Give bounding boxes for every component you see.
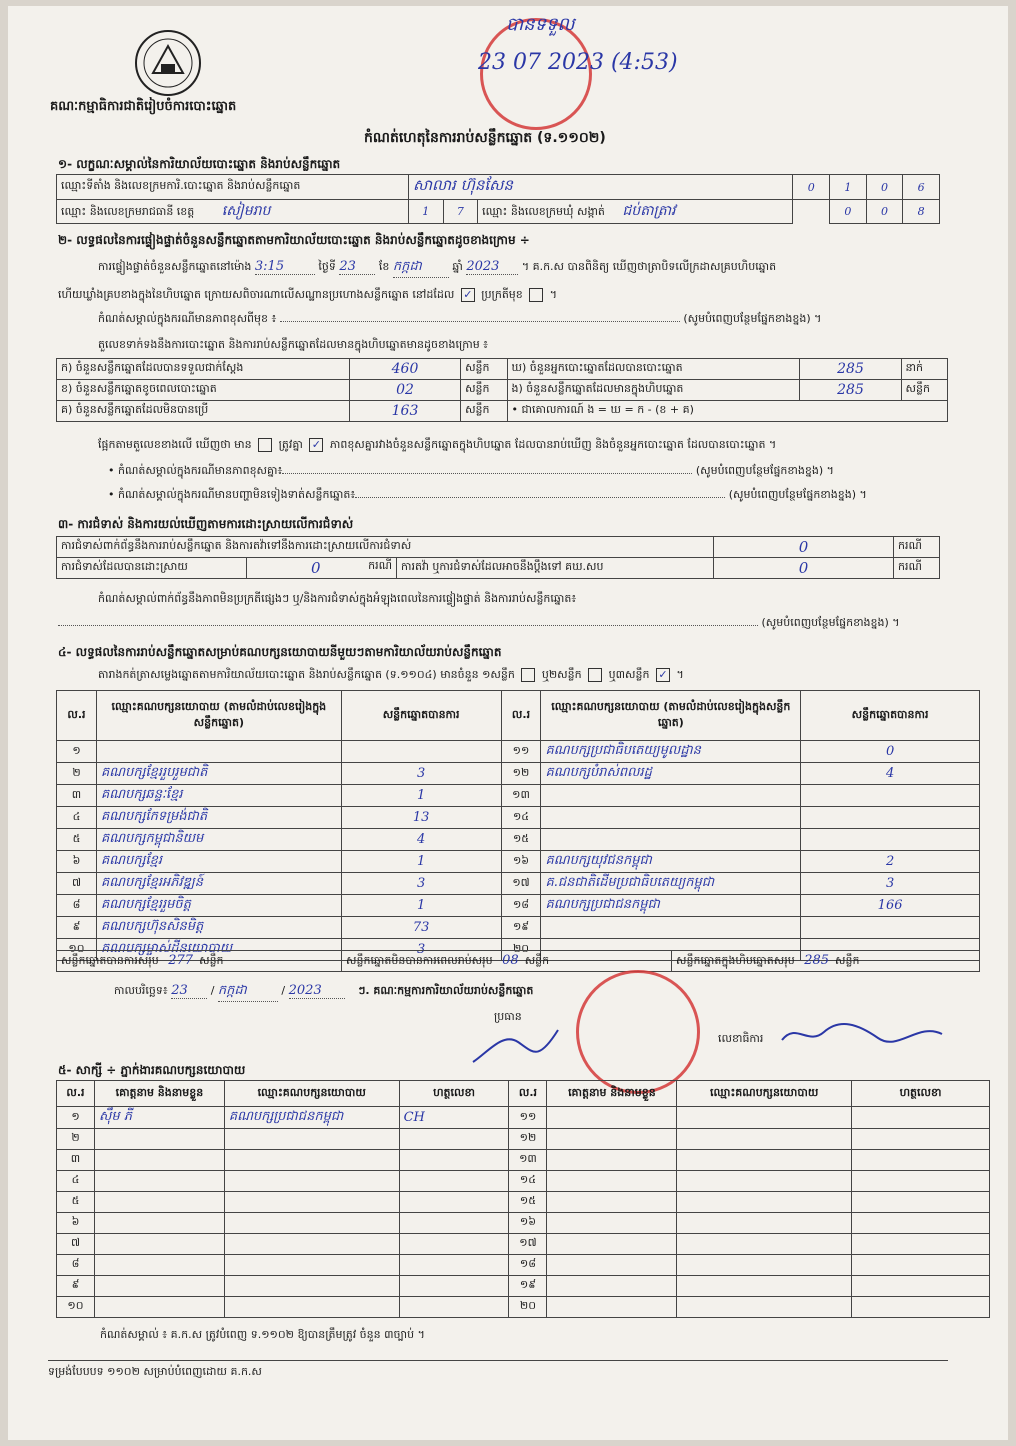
location-code-digit: 1 bbox=[830, 175, 867, 200]
resolved-count: 0 bbox=[311, 559, 321, 577]
witness-party bbox=[677, 1171, 852, 1192]
total-invalid: 08 bbox=[502, 952, 519, 968]
verify-year: 2023 bbox=[466, 259, 518, 275]
witness-name bbox=[94, 1297, 224, 1318]
witness-party: គណបក្សប្រជាជនកម្ពុជា bbox=[224, 1107, 399, 1129]
row-number: ៧ bbox=[57, 1234, 95, 1255]
witness-signature bbox=[852, 1129, 990, 1150]
witness-signature bbox=[852, 1255, 990, 1276]
witness-row bbox=[57, 1107, 990, 1129]
witness-name bbox=[94, 1150, 224, 1171]
party-votes: 1 bbox=[341, 895, 501, 917]
witness-party bbox=[677, 1234, 852, 1255]
one-sheet-checkbox[interactable] bbox=[521, 668, 535, 682]
secretary-label: លេខាធិការ bbox=[718, 1032, 764, 1045]
received-note: បានទទួល bbox=[506, 14, 575, 35]
verify-day: 23 bbox=[339, 259, 375, 275]
commune-label: ឈ្មោះ និងលេខក្រមឃុំ សង្កាត់ ជប់តាត្រាវ bbox=[478, 200, 793, 224]
province-code-digit: 1 bbox=[408, 200, 443, 224]
party-name bbox=[541, 917, 801, 939]
location-label: ឈ្មោះទីតាំង និងលេខក្រមការិ.បោះឆ្នោត និងរាប់សន្លឹកឆ្នោត bbox=[57, 175, 409, 200]
witness-row bbox=[57, 1276, 990, 1297]
row-number: ៨ bbox=[57, 895, 97, 917]
witness-name bbox=[94, 1192, 224, 1213]
chair-label: ប្រធាន bbox=[494, 1010, 522, 1023]
witness-name bbox=[547, 1255, 677, 1276]
location-code-digit: 0 bbox=[793, 175, 830, 200]
complaints-table bbox=[56, 536, 940, 579]
witness-name bbox=[547, 1234, 677, 1255]
verify-time: 3:15 bbox=[255, 259, 315, 275]
figure-value: 163 bbox=[349, 401, 460, 422]
witness-signature bbox=[852, 1192, 990, 1213]
province-label: ឈ្មោះ និងលេខក្រមរាជធានី ខេត្ត សៀមរាប bbox=[57, 200, 409, 224]
totals-table bbox=[56, 950, 980, 972]
party-votes bbox=[801, 917, 980, 939]
figure-label: ខ) ចំនួនសន្លឹកឆ្នោតខូចពេលបោះឆ្នោត bbox=[57, 380, 350, 401]
witness-row bbox=[57, 1255, 990, 1276]
party-name bbox=[541, 785, 801, 807]
section3-title: ៣- ការជំទាស់ និងការយល់ឃើញតាមការដោះស្រាយលើការជំទាស់ bbox=[58, 517, 354, 531]
row-number: ២ bbox=[57, 1129, 95, 1150]
witness-party bbox=[224, 1171, 399, 1192]
row-number: ៣ bbox=[57, 1150, 95, 1171]
party-name: គណបក្សខ្មែរ bbox=[96, 851, 341, 873]
committee-stamp bbox=[576, 970, 700, 1094]
result-row bbox=[57, 829, 980, 851]
party-name: គណបក្សហ៊ុនសិនមិត្ត bbox=[96, 917, 341, 939]
section2-title: ២- លទ្ធផលនៃការផ្ទៀងផ្ទាត់ចំនួនសន្លឹកឆ្នោតតាមការិយាល័យបោះឆ្នោត និងរាប់សន្លឹកឆ្នោតដូចខាងក្រោម ÷ bbox=[58, 233, 530, 247]
witness-name bbox=[94, 1213, 224, 1234]
complaint-unit: ករណី bbox=[894, 537, 940, 558]
row-number: ១៥ bbox=[509, 1192, 547, 1213]
witness-party bbox=[677, 1213, 852, 1234]
row-number: ៧ bbox=[57, 873, 97, 895]
witness-note: កំណត់សម្គាល់ ៖ គ.ក.ស ត្រូវបំពេញ ទ.១១០២ ឱ្យបានត្រឹមត្រូវ ចំនួន ៣ច្បាប់ ។ bbox=[100, 1328, 425, 1341]
total-box-cell: សន្លឹកឆ្នោតក្នុងហិបឆ្នោតសរុប 285 សន្លឹក bbox=[672, 951, 980, 972]
witness-party bbox=[224, 1234, 399, 1255]
party-name: គណបក្សខ្មែររួមចិត្ត bbox=[96, 895, 341, 917]
row-number: ៦ bbox=[57, 851, 97, 873]
row-number: ២ bbox=[57, 763, 97, 785]
row-number: ៥ bbox=[57, 1192, 95, 1213]
three-sheet-checkbox[interactable]: ✓ bbox=[656, 668, 670, 682]
mismatch-checkbox[interactable]: ✓ bbox=[309, 438, 323, 452]
result-row bbox=[57, 917, 980, 939]
witness-party bbox=[677, 1297, 852, 1318]
location-code-digit: 0 bbox=[866, 175, 903, 200]
row-number: ១ bbox=[57, 741, 97, 763]
witness-signature bbox=[399, 1129, 509, 1150]
two-sheet-checkbox[interactable] bbox=[588, 668, 602, 682]
figure-unit: សន្លឹក bbox=[461, 380, 507, 401]
date-month: កក្កដា bbox=[218, 982, 278, 1002]
party-name bbox=[541, 829, 801, 851]
complaint-count: 0 bbox=[714, 537, 894, 558]
party-votes: 3 bbox=[341, 939, 501, 961]
row-number: ៨ bbox=[57, 1255, 95, 1276]
row-number: ១១ bbox=[501, 741, 541, 763]
witness-signature bbox=[399, 1213, 509, 1234]
total-invalid-cell: សន្លឹកឆ្នោតមិនបានការពេលរាប់សរុប 08 សន្លឹក bbox=[342, 951, 672, 972]
party-votes bbox=[341, 741, 501, 763]
party-name: គណបក្សកែទម្រង់ជាតិ bbox=[96, 807, 341, 829]
row-number: ១៧ bbox=[509, 1234, 547, 1255]
row-number: ៦ bbox=[57, 1213, 95, 1234]
resolved-label: ការជំទាស់ដែលបានដោះស្រាយ bbox=[57, 558, 247, 579]
party-name bbox=[96, 741, 341, 763]
witness-row bbox=[57, 1234, 990, 1255]
witness-signature bbox=[852, 1213, 990, 1234]
witness-row bbox=[57, 1192, 990, 1213]
complaint-note: កំណត់សម្គាល់ពាក់ព័ន្ធនឹងភាពមិនប្រក្រតីផ្សេងៗ ឬ/និងការជំទាស់ក្នុងអំឡុងពេលនៃការផ្ទៀងផ្ទាត់ និងការរាប់សន្លឹកឆ្នោត៖ bbox=[98, 592, 577, 605]
witness-name bbox=[547, 1297, 677, 1318]
party-votes: 73 bbox=[341, 917, 501, 939]
result-row bbox=[57, 851, 980, 873]
figure-label: ង) ចំនួនសន្លឹកឆ្នោតដែលមានក្នុងហិបឆ្នោត bbox=[507, 380, 800, 401]
row-number: ១៦ bbox=[509, 1213, 547, 1234]
party-name: គណបក្សប្រជាធិបតេយ្យមូលដ្ឋាន bbox=[541, 741, 801, 763]
witness-name bbox=[94, 1129, 224, 1150]
seal-note: កំណត់សម្គាល់ក្នុងករណីមានភាពខុសពីមុខ ៖ (សូមបំពេញបន្ថែមផ្នែកខាងខ្នង) ។ bbox=[98, 312, 822, 325]
figure-unit: សន្លឹក bbox=[461, 359, 507, 380]
row-number: ១៣ bbox=[509, 1150, 547, 1171]
different-checkbox[interactable] bbox=[529, 288, 543, 302]
party-votes: 4 bbox=[341, 829, 501, 851]
row-number: ១០ bbox=[57, 1297, 95, 1318]
witness-name bbox=[547, 1107, 677, 1129]
party-name: គណបក្សបំរាស់ពលរដ្ឋ bbox=[541, 763, 801, 785]
witness-name bbox=[94, 1255, 224, 1276]
col-party: ឈ្មោះគណបក្សនយោបាយ (តាមលំដាប់លេខរៀងក្នុងសន្លឹកឆ្នោត) bbox=[541, 691, 801, 741]
complaint-label: ការជំទាស់ពាក់ព័ន្ធនឹងការរាប់សន្លឹកឆ្នោត និងការតវ៉ាទៅនឹងការដោះស្រាយលើការជំទាស់ bbox=[57, 537, 714, 558]
date-line: កាលបរិច្ឆេទ៖ 23 / កក្កដា / 2023 ៗ. គណៈកម្មការការិយាល័យរាប់សន្លឹកឆ្នោត bbox=[114, 982, 533, 1002]
row-number: ១៩ bbox=[501, 917, 541, 939]
complaint-note-line: (សូមបំពេញបន្ថែមផ្នែកខាងខ្នង) ។ bbox=[58, 616, 900, 632]
figure-value: 02 bbox=[349, 380, 460, 401]
row-number: ១៦ bbox=[501, 851, 541, 873]
figure-value: 285 bbox=[800, 380, 901, 401]
witness-party bbox=[224, 1150, 399, 1171]
section1-title: ១- លក្ខណៈសម្គាល់នៃការិយាល័យបោះឆ្នោត និងរាប់សន្លឹកឆ្នោត bbox=[58, 157, 341, 171]
same-checkbox[interactable]: ✓ bbox=[461, 288, 475, 302]
form-footer: ទម្រង់បែបបទ ១១០២ សម្រាប់បំពេញដោយ គ.ក.ស bbox=[48, 1360, 948, 1381]
party-votes: 166 bbox=[801, 895, 980, 917]
witness-party bbox=[677, 1129, 852, 1150]
witness-name bbox=[547, 1150, 677, 1171]
witness-name bbox=[94, 1276, 224, 1297]
witness-party bbox=[677, 1192, 852, 1213]
witness-party bbox=[224, 1276, 399, 1297]
party-votes: 0 bbox=[801, 741, 980, 763]
date-year: 2023 bbox=[289, 983, 345, 999]
party-votes: 3 bbox=[341, 763, 501, 785]
figure-value: 285 bbox=[800, 359, 901, 380]
witness-party bbox=[224, 1297, 399, 1318]
compare-line: ផ្អែកតាមតួលេខខាងលើ ឃើញថា មាន ត្រូវគ្នា ✓ ភាពខុសគ្នារវាងចំនួនសន្លឹកឆ្នោតក្នុងហិបឆ្នោត ដែលបានរាប់ឃើញ និងចំនួនអ្នកបោះឆ្នោត ដែលបានបោះឆ្នោត ។ bbox=[98, 438, 777, 451]
witness-name: ស៊ឹម ភី bbox=[94, 1107, 224, 1129]
witness-signature bbox=[399, 1255, 509, 1276]
appeal-unit: ករណី bbox=[894, 558, 940, 579]
row-number: ១៥ bbox=[501, 829, 541, 851]
result-row bbox=[57, 741, 980, 763]
party-votes: 3 bbox=[341, 873, 501, 895]
row-number: ១៤ bbox=[501, 807, 541, 829]
committee-label: ៗ. គណៈកម្មការការិយាល័យរាប់សន្លឹកឆ្នោត bbox=[358, 984, 534, 997]
figures-row bbox=[57, 359, 948, 380]
party-votes: 4 bbox=[801, 763, 980, 785]
witness-name bbox=[547, 1192, 677, 1213]
witness-party bbox=[677, 1150, 852, 1171]
party-name bbox=[541, 807, 801, 829]
party-name: គ.ជនជាតិដើមប្រជាធិបតេយ្យកម្ពុជា bbox=[541, 873, 801, 895]
witness-signature bbox=[852, 1297, 990, 1318]
witness-row bbox=[57, 1150, 990, 1171]
witness-party bbox=[224, 1192, 399, 1213]
row-number: ១ bbox=[57, 1107, 95, 1129]
party-votes: 1 bbox=[341, 785, 501, 807]
witness-party bbox=[224, 1213, 399, 1234]
row-number: ៥ bbox=[57, 829, 97, 851]
party-name: គណបក្សខ្មែររួបរួមជាតិ bbox=[96, 763, 341, 785]
witness-party bbox=[224, 1255, 399, 1276]
row-number: ១២ bbox=[509, 1129, 547, 1150]
witness-name bbox=[94, 1234, 224, 1255]
party-name: គណបក្សម្ចាស់ដីនយោបាយ bbox=[96, 939, 341, 961]
col-party: ឈ្មោះគណបក្សនយោបាយ (តាមលំដាប់លេខរៀងក្នុងសន្លឹកឆ្នោត) bbox=[96, 691, 341, 741]
party-name: គណបក្សយុវជនកម្ពុជា bbox=[541, 851, 801, 873]
province-value: សៀមរាប bbox=[221, 203, 271, 219]
witness-signature bbox=[399, 1150, 509, 1171]
result-row bbox=[57, 785, 980, 807]
witness-signature bbox=[399, 1297, 509, 1318]
seal-line: ហើយឃ្លាំងគ្របខាងក្នុងនៃហិបឆ្នោត ក្រោយសពិចារណាលើសណ្ឋានប្រហោងសន្លឹកឆ្នោត នៅដដែល ✓ ប្រក្រតីមុខ ។ bbox=[58, 288, 558, 301]
result-row bbox=[57, 763, 980, 785]
section5-title: ៥- សាក្សី ÷ ភ្នាក់ងារគណបក្សនយោបាយ bbox=[58, 1063, 246, 1077]
date-day: 23 bbox=[171, 983, 207, 999]
row-number: ៣ bbox=[57, 785, 97, 807]
party-name: គណបក្សប្រជាជនកម្ពុជា bbox=[541, 895, 801, 917]
row-number: ២០ bbox=[501, 939, 541, 961]
party-name: គណបក្សខ្មែរអភិវឌ្ឍន៍ bbox=[96, 873, 341, 895]
section4-title: ៤- លទ្ធផលនៃការរាប់សន្លឹកឆ្នោតសម្រាប់គណបក្សនយោបាយនីមួយៗតាមការិយាល័យរាប់សន្លឹកឆ្នោត bbox=[58, 645, 502, 659]
bullet-diff: • កំណត់សម្គាល់ក្នុងករណីមានភាពខុសគ្នា៖ (សូមបំពេញបន្ថែមផ្នែកខាងខ្នង) ។ bbox=[108, 464, 834, 477]
figure-unit: សន្លឹក bbox=[461, 401, 507, 422]
row-number: ១១ bbox=[509, 1107, 547, 1129]
witness-signature bbox=[852, 1234, 990, 1255]
figure-unit: នាក់ bbox=[901, 359, 948, 380]
witness-name bbox=[94, 1171, 224, 1192]
witness-signature bbox=[399, 1192, 509, 1213]
sheet-count-line: តារាងកត់ត្រាសម្លេងឆ្នោតតាមការិយាល័យបោះឆ្នោត និងរាប់សន្លឹកឆ្នោត (ទ.១១០៤) មានចំនួន ១សន្លឹក ឬ២សន្លឹក ឬ៣សន្លឹក ✓ ។ bbox=[98, 668, 684, 681]
commune-code-digit: 0 bbox=[830, 200, 867, 224]
party-votes bbox=[801, 807, 980, 829]
party-votes bbox=[801, 829, 980, 851]
appeal-label: ការតវ៉ា ឬការជំទាស់ដែលអាចនឹងប្តឹងទៅ គឃ.សប bbox=[397, 558, 714, 579]
col-no: ល.រ bbox=[501, 691, 541, 741]
col-votes: សន្លឹកឆ្នោតបានការ bbox=[801, 691, 980, 741]
witness-name bbox=[547, 1129, 677, 1150]
row-number: ៩ bbox=[57, 1276, 95, 1297]
figure-unit: សន្លឹក bbox=[901, 380, 948, 401]
row-number: ១៩ bbox=[509, 1276, 547, 1297]
witness-signature bbox=[852, 1171, 990, 1192]
witness-signature bbox=[399, 1276, 509, 1297]
witness-row bbox=[57, 1171, 990, 1192]
commune-code-digit: 8 bbox=[903, 200, 940, 224]
row-number: ៤ bbox=[57, 807, 97, 829]
row-number: ២០ bbox=[509, 1297, 547, 1318]
received-datetime: 23 07 2023 (4:53) bbox=[478, 50, 678, 75]
row-number: ១០ bbox=[57, 939, 97, 961]
location-code-digit: 6 bbox=[903, 175, 940, 200]
nec-emblem-icon bbox=[133, 28, 203, 98]
witness-name bbox=[547, 1171, 677, 1192]
party-votes: 1 bbox=[341, 851, 501, 873]
total-valid: 277 bbox=[168, 952, 194, 968]
party-name: គណបក្សកម្ពុជានិយម bbox=[96, 829, 341, 851]
province-code-digit: 7 bbox=[443, 200, 478, 224]
row-number: ៩ bbox=[57, 917, 97, 939]
results-table bbox=[56, 690, 980, 961]
total-box: 285 bbox=[804, 952, 830, 968]
result-row bbox=[57, 873, 980, 895]
figure-label: ឃ) ចំនួនអ្នកបោះឆ្នោតដែលបានបោះឆ្នោត bbox=[507, 359, 800, 380]
witness-signature: CH bbox=[399, 1107, 509, 1129]
party-votes: 2 bbox=[801, 851, 980, 873]
party-votes bbox=[801, 785, 980, 807]
witness-signature bbox=[399, 1171, 509, 1192]
commune-value: ជប់តាត្រាវ bbox=[622, 203, 676, 219]
form-page bbox=[8, 6, 1008, 1440]
col-no: ល.រ bbox=[57, 691, 97, 741]
party-votes: 3 bbox=[801, 873, 980, 895]
witness-table: ល.រ គោត្តនាម និងនាមខ្លួន ឈ្មោះគណបក្សនយោបាយ ហត្ថលេខា ល.រ គោត្តនាម និងនាមខ្លួន ឈ្មោះគណបក្សនយោបាយ ហត្ថលេខា ១ ស៊ឹម ភី គណបក្សប្រជាជនកម្ពុជា CH ១១ ២ ១២ ៣ ១៣ ៤ ១៤ ៥ ១៥ ៦ ១៦ ៧ ១៧ ៨ ១៨ ៩ ១៩ ១០ ២០ bbox=[56, 1080, 990, 1318]
resolved-cell: 0 ករណី bbox=[247, 558, 397, 579]
org-name: គណៈកម្មាធិការជាតិរៀបចំការបោះឆ្នោត bbox=[50, 99, 237, 114]
witness-signature bbox=[852, 1150, 990, 1171]
witness-name bbox=[547, 1276, 677, 1297]
match-checkbox[interactable] bbox=[258, 438, 272, 452]
verify-month: កក្កដា bbox=[393, 258, 449, 278]
secretary-signature bbox=[778, 1016, 948, 1050]
witness-signature bbox=[852, 1276, 990, 1297]
verify-line: ការផ្ទៀងផ្ទាត់ចំនួនសន្លឹកឆ្នោតនៅម៉ោង 3:15 ថ្ងៃទី 23 ខែ កក្កដា ឆ្នាំ 2023 ។ គ.ក.ស បានពិនិត្យ ឃើញថាត្រាបិទលើក្រដាសគ្របហិបឆ្នោត bbox=[98, 258, 776, 278]
figures-intro: តួលេខទាក់ទងនឹងការបោះឆ្នោត និងការរាប់សន្លឹកឆ្នោតដែលមានក្នុងហិបឆ្នោតមានដូចខាងក្រោម ៖ bbox=[98, 338, 489, 351]
location-value: សាលារ ហ៊ុនសែន bbox=[408, 175, 793, 200]
row-number: ១៨ bbox=[501, 895, 541, 917]
col-votes: សន្លឹកឆ្នោតបានការ bbox=[341, 691, 501, 741]
witness-party bbox=[677, 1255, 852, 1276]
commune-code-digit: 0 bbox=[866, 200, 903, 224]
result-row bbox=[57, 895, 980, 917]
chair-signature bbox=[468, 1022, 568, 1072]
witness-name bbox=[547, 1213, 677, 1234]
witness-row bbox=[57, 1129, 990, 1150]
row-number: ១២ bbox=[501, 763, 541, 785]
witness-row bbox=[57, 1213, 990, 1234]
bullet-irregular: • កំណត់សម្គាល់ក្នុងករណីមានបញ្ហាមិនទៀងទាត់សន្លឹកឆ្នោត៖ (សូមបំពេញបន្ថែមផ្នែកខាងខ្នង) ។ bbox=[108, 488, 867, 501]
appeal-count: 0 bbox=[714, 558, 894, 579]
figures-row bbox=[57, 380, 948, 401]
row-number: ១៨ bbox=[509, 1255, 547, 1276]
figure-label: ក) ចំនួនសន្លឹកឆ្នោតដែលបានទទួលជាក់ស្តែង bbox=[57, 359, 350, 380]
row-number: ១៧ bbox=[501, 873, 541, 895]
witness-row bbox=[57, 1297, 990, 1318]
row-number: ៤ bbox=[57, 1171, 95, 1192]
figures-table bbox=[56, 358, 948, 422]
witness-signature bbox=[399, 1234, 509, 1255]
result-row bbox=[57, 807, 980, 829]
party-name: គណបក្សឆន្ទៈខ្មែរ bbox=[96, 785, 341, 807]
row-number: ១៣ bbox=[501, 785, 541, 807]
figure-label: គ) ចំនួនសន្លឹកឆ្នោតដែលមិនបានប្រើ bbox=[57, 401, 350, 422]
figure-value: 460 bbox=[349, 359, 460, 380]
witness-party bbox=[677, 1107, 852, 1129]
formula-text: • ជាគោលការណ៍ ង = ឃ = ក - (ខ + គ) bbox=[507, 401, 947, 422]
witness-signature bbox=[852, 1107, 990, 1129]
row-number: ១៤ bbox=[509, 1171, 547, 1192]
party-votes: 13 bbox=[341, 807, 501, 829]
form-title: កំណត់ហេតុនៃការរាប់សន្លឹកឆ្នោត (ទ.១១០២) bbox=[364, 130, 606, 146]
figures-row bbox=[57, 401, 948, 422]
location-table bbox=[56, 174, 940, 224]
witness-party bbox=[224, 1129, 399, 1150]
total-valid-cell: សន្លឹកឆ្នោតបានការសរុប 277 សន្លឹក bbox=[57, 951, 342, 972]
witness-party bbox=[677, 1276, 852, 1297]
